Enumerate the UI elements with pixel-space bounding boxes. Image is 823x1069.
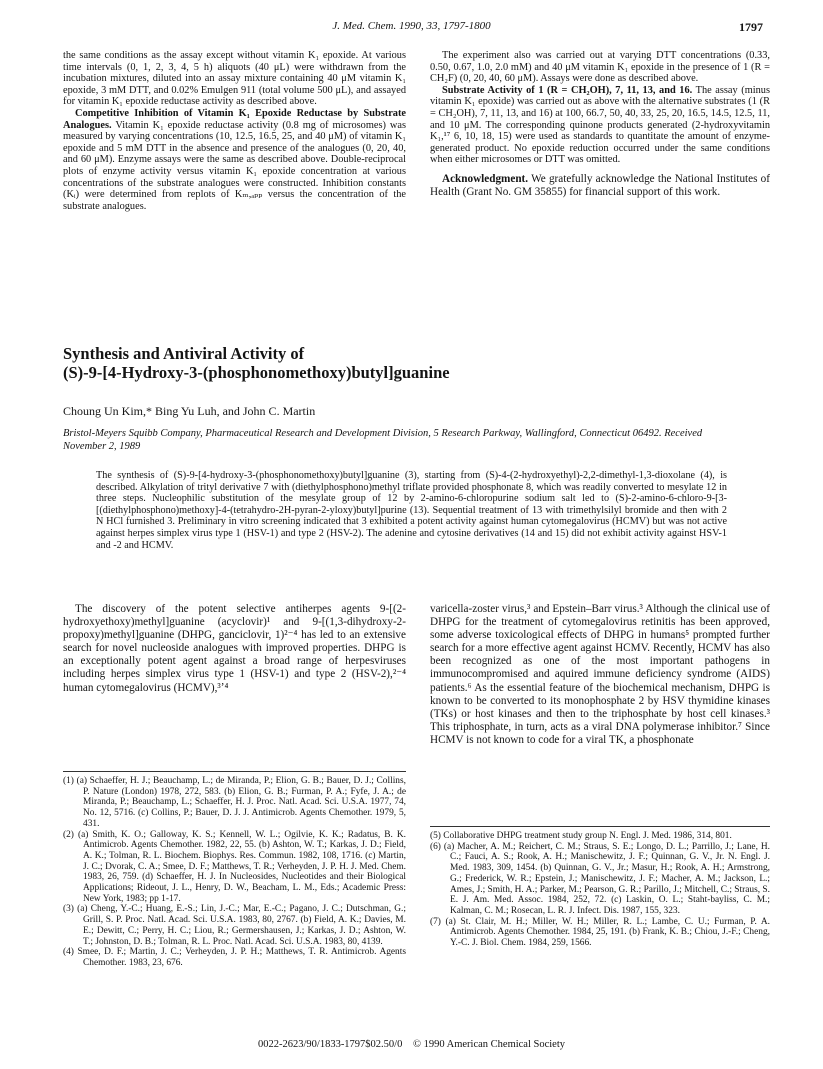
reference-item: (6) (a) Macher, A. M.; Reichert, C. M.; Straus, S. E.; Longo, D. L.; Parrillo, J.; Lane, H. C.; Fauci, A. S.; Rook, A. H.; Manischewitz, J. F.; Quinnan, G. V., Jr. N. Engl. J. Med. 1983, 309, 1454. (b) Quinnan, G. V., Jr.; Masur, H.; Rook, A. H.; Armstrong, G.; Frederick, W. R.; Epstein, J.; Manischewitz, J. F.; Macher, A. M.; Jackson, L.; Ames, J.; Smith, H. A.; Parker, M.; Pearson, G. R.; Parillo, J.; Mitchell, C.; Straus, S. E. J. Am. Med. Assoc. 1984, 252, 72. (c) Laskin, O. L.; Staht-bayliss, C. M.; Kalman, C. M.; Rosecan, L. R. J. Infect. Dis. 1987, 155, 323.: [430, 841, 770, 916]
top-left-column: [63, 50, 406, 212]
affiliation: Bristol-Meyers Squibb Company, Pharmaceutical Research and Development Division, 5 Research Parkway, Wallingford, Connecticut 06492. Received November 2, 1989: [63, 428, 703, 452]
reference-item: (3) (a) Cheng, Y.-C.; Huang, E.-S.; Lin, J.-C.; Mar, E.-C.; Pagano, J. C.; Dutschman, G.; Grill, S. P. Proc. Natl. Acad. Sci. U.S.A. 1983, 80, 2767. (b) Field, A. K.; Davies, M. E.; Dewitt, C.; Perry, H. C.; Liou, R.; Germershausen, J.; Karkas, J. D.; Ashton, W. T.; Johnston, D. B.; Tolman, R. L. Proc. Natl. Acad. Sci. U.S.A. 1983, 80, 4139.: [63, 904, 406, 947]
acknowledgment: [430, 173, 770, 199]
top-right-column: [430, 50, 770, 199]
running-header: J. Med. Chem. 1990, 33, 1797-1800: [332, 20, 491, 32]
reference-item: (4) Smee, D. F.; Martin, J. C.; Verheyden, J. P. H.; Matthews, T. R. Antimicrob. Agents Chemother. 1983, 23, 676.: [63, 947, 406, 968]
abstract: The synthesis of (S)-9-[4-hydroxy-3-(phosphonomethoxy)butyl]guanine (3), starting from (S)-4-(2-hydroxyethyl)-2,2-dimethyl-1,3-dioxolane (4), is described. Alkylation of trityl derivative 7 with (diethylphosphono)methyl triflate provided phosphonate 8, which was readily converted to mesylate 12 in three steps. Nucleophilic substitution of the mesylate group of 12 by 2-amino-6-chloropurine sodium salt led to (S)-2-amino-6-chloro-9-[3-[(diethylphosphono)methoxy]-4-(tetrahydro-2H-pyran-2-yloxy)butyl]purine (13). Sequential treatment of 13 with trimethylsilyl bromide and then with 2 N HCl furnished 3. Preliminary in vitro screening indicated that 3 exhibited a potent activity against human cytomegalovirus (HCMV) but was not active against herpes simplex virus type 1 (HSV-1) and type 2 (HSV-2). The adenine and cytosine derivatives (14 and 15) did not exhibit activity against HSV-1 and -2 and HCMV.: [96, 470, 727, 551]
acknowledgment-text: We gratefully acknowledge the National Institutes of Health (Grant No. GM 35855) for financial support of this work.: [430, 172, 770, 198]
body-right: [430, 603, 770, 747]
references-left: [63, 776, 406, 969]
title-line-1: Synthesis and Antiviral Activity of: [63, 344, 305, 363]
paragraph: the same conditions as the assay except without vitamin K₁ epoxide. At various time intervals (0, 1, 2, 3, 4, 5 h) aliquots (40 μL) were withdrawn from the incubation mixtures, diluted into an assay mixture containing 40 μM vitamin K₁ epoxide, 3 mM DTT, and 0.02% Emulgen 911 (total volume 500 μL), and assayed for vitamin K₁ epoxide reductase activity as described above.: [63, 50, 406, 108]
reference-item: (2) (a) Smith, K. O.; Galloway, K. S.; Kennell, W. L.; Ogilvie, K. K.; Radatus, B. K. Antimicrob. Agents Chemother. 1982, 22, 55. (b) Ashton, W. T.; Karkas, J. D.; Field, A. K.; Tolman, R. L. Biochem. Biophys. Res. Commun. 1982, 108, 1716. (c) Martin, J. C.; Dvorak, C. A.; Smee, D. F.; Matthews, T. R.; Verheyden, J. P. H. J. Med. Chem. 1983, 26, 759. (d) Schaeffer, H. J. In Nucleosides, Nucleotides and their Biological Applications; Rideout, J. L., Henry, D. W., Beacham, L. M., Eds.; Academic Press: New York, 1983; pp 1-17.: [63, 829, 406, 904]
body-paragraph: varicella-zoster virus,³ and Epstein–Barr virus.³ Although the clinical use of DHPG for the treatment of cytomegalovirus retinitis has been approved, some adverse toxicological effects of DHPG in humans⁵ prompted further search for a more effective agent against HCMV. Recently, HCMV has also been recognized as one of the most important pathogens in immunocompromised and aquired immune deficiency syndrome (AIDS) patients.⁶ As the essential feature of the biochemical mechanism, DHPG is known to be converted to its monophosphate 2 by HSV thymidine kinases (TKs) or host kinases and then to the triphosphate by host cell kinases.³ This triphosphate, in turn, acts as a viral DNA polymerase inhibitor.⁷ Since HCMV is not known to code for a viral TK, a phosphonate: [430, 603, 770, 746]
authors: Choung Un Kim,* Bing Yu Luh, and John C. Martin: [63, 404, 316, 418]
section-heading: Competitive Inhibition of Vitamin K₁ Epoxide Reductase by Substrate Analogues.: [63, 107, 406, 131]
title-line-2: (S)-9-[4-Hydroxy-3-(phosphonomethoxy)butyl]guanine: [63, 363, 450, 382]
paragraph: The experiment also was carried out at varying DTT concentrations (0.33, 0.50, 0.67, 1.0, 2.0 mM) and 40 μM vitamin K₁ epoxide in the presence of 1 (R = CH₂F) (0, 20, 40, 60 μM). Assays were done as described above.: [430, 50, 770, 85]
footer-code: 0022-2623/90/1833-1797$02.50/0: [257, 1039, 403, 1050]
footer: [0, 1039, 823, 1050]
reference-item: (1) (a) Schaeffer, H. J.; Beauchamp, L.; de Miranda, P.; Elion, G. B.; Bauer, D. J.; Collins, P. Nature (London) 1978, 272, 583. (b) Elion, G. B.; Furman, P. A.; Fyfe, J. A.; de Miranda, P.; Beauchamp, L.; Schaeffer, H. J. Proc. Natl. Acad. Sci. U.S.A. 1977, 74, No. 12, 5716. (c) Collins, P.; Bauer, D. J. J. Antimicrob. Agents Chemother. 1979, 5, 431.: [63, 776, 406, 829]
footer-copyright: © 1990 American Chemical Society: [412, 1039, 566, 1050]
page-number: 1797: [739, 20, 763, 34]
article-title: [63, 344, 763, 382]
footnote-divider: [430, 826, 770, 827]
acknowledgment-heading: Acknowledgment.: [442, 172, 529, 185]
section-text: Vitamin K₁ epoxide reductase activity (0.8 mg of microsomes) was measured by varying concentrations (10, 12.5, 16.5, 25, and 40 μM) of vitamin K₁ epoxide and 5 mM DTT in the absence and presence of the analogues (0, 20, 40, and 60 μM). Enzyme assays were the same as described above. Double-reciprocal plots of enzyme activity versus vitamin K₁ epoxide concentration at various concentrations of the substrate analogues were constructed. Inhibition constants (Kᵢ) were determined from replots of Kₘ,ₐₚₚ versus the concentration of the substrate analogues.: [63, 119, 407, 212]
body-paragraph: The discovery of the potent selective antiherpes agents 9-[(2-hydroxyethoxy)methyl]guanine (acyclovir)¹ and 9-[(1,3-dihydroxy-2-propoxy)methyl]guanine (DHPG, ganciclovir, 1)²⁻⁴ has led to an extensive search for novel nucleoside analogues with improved properties. DHPG is an exceptionally potent agent against a broad range of herpesviruses including herpes simplex virus type 1 (HSV-1) and type 2 (HSV-2),²⁻⁴ human cytomegalovirus (HCMV),³ʼ⁴: [63, 603, 406, 694]
reference-item: (7) (a) St. Clair, M. H.; Miller, W. H.; Miller, R. L.; Lambe, C. U.; Furman, P. A. Antimicrob. Agents Chemother. 1984, 25, 191. (b) Frank, K. B.; Chiou, J.-F.; Cheng, Y.-C. J. Biol. Chem. 1984, 259, 1566.: [430, 916, 770, 949]
section-paragraph: [63, 108, 406, 212]
section-heading: Substrate Activity of 1 (R = CH₂OH), 7, 11, 13, and 16.: [442, 84, 693, 96]
section-paragraph: [430, 85, 770, 166]
body-left: [63, 603, 406, 695]
footnote-divider: [63, 771, 406, 772]
section-text: The assay (minus vitamin K₁ epoxide) was carried out as above with the alternative substrates (1 (R = CH₂OH), 7, 11, 13, and 16) at 100, 66.7, 50, 40, 33, 25, 20, 16.5, 14.5, 12.5, 11, and 10 μM. The corresponding quinone products generated (2-hydroxyvitamin K₁,¹⁷ 6, 10, 18, 15) were used as standards to quantitate the amount of enzyme-generated product. No epoxide reduction occurred under the same conditions when either microsomes or DTT was omitted.: [430, 84, 770, 166]
references-right: [430, 831, 770, 949]
reference-item: (5) Collaborative DHPG treatment study group N. Engl. J. Med. 1986, 314, 801.: [430, 831, 732, 841]
